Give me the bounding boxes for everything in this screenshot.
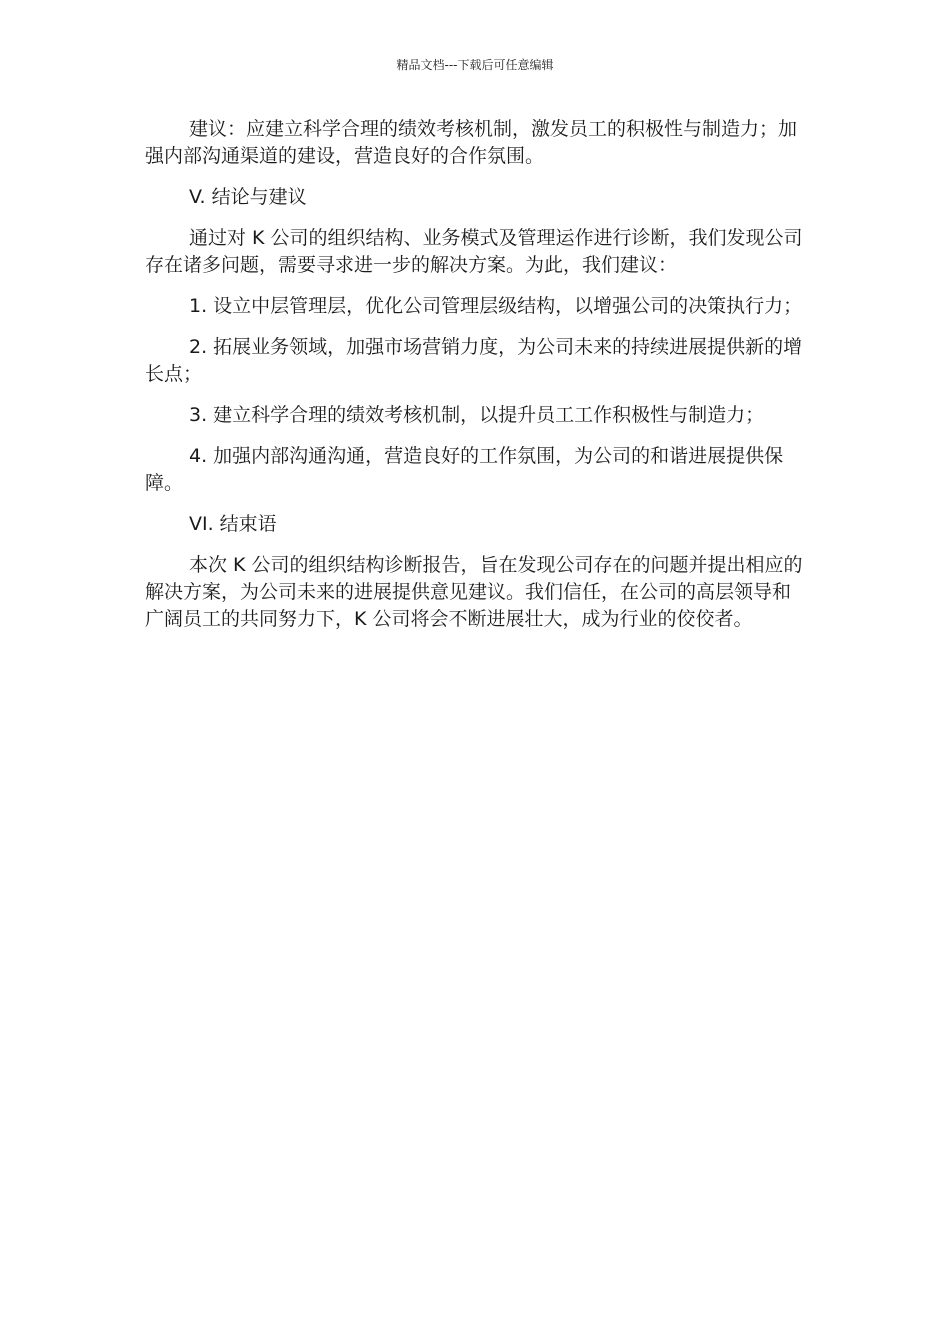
recommendation-item-4: 4. 加强内部沟通沟通，营造良好的工作氛围，为公司的和谐进展提供保障。 [145,445,784,494]
page-header: 精品文档---下载后可任意编辑 [396,58,554,72]
recommendation-item-2: 2. 拓展业务领域，加强市场营销力度，为公司未来的持续进展提供新的增长点； [145,336,803,385]
document-body [145,116,807,647]
section-heading-conclusion: V. 结论与建议 [189,186,307,208]
recommendation-item-3: 3. 建立科学合理的绩效考核机制，以提升员工工作积极性与制造力； [189,404,765,426]
paragraph-conclusion-intro: 通过对 K 公司的组织结构、业务模式及管理运作进行诊断，我们发现公司存在诸多问题，需要寻求进一步的解决方案。为此，我们建议： [145,227,803,276]
section-heading-closing: VI. 结束语 [189,513,277,535]
recommendation-item-1: 1. 设立中层管理层，优化公司管理层级结构，以增强公司的决策执行力； [189,295,803,317]
paragraph-closing: 本次 K 公司的组织结构诊断报告，旨在发现公司存在的问题并提出相应的解决方案，为公司未来的进展提供意见建议。我们信任，在公司的高层领导和广阔员工的共同努力下，K 公司将会不断进展壮大，成为行业的佼佼者。 [145,554,803,630]
paragraph-suggestion: 建议：应建立科学合理的绩效考核机制，激发员工的积极性与制造力；加强内部沟通渠道的建设，营造良好的合作氛围。 [145,118,798,167]
